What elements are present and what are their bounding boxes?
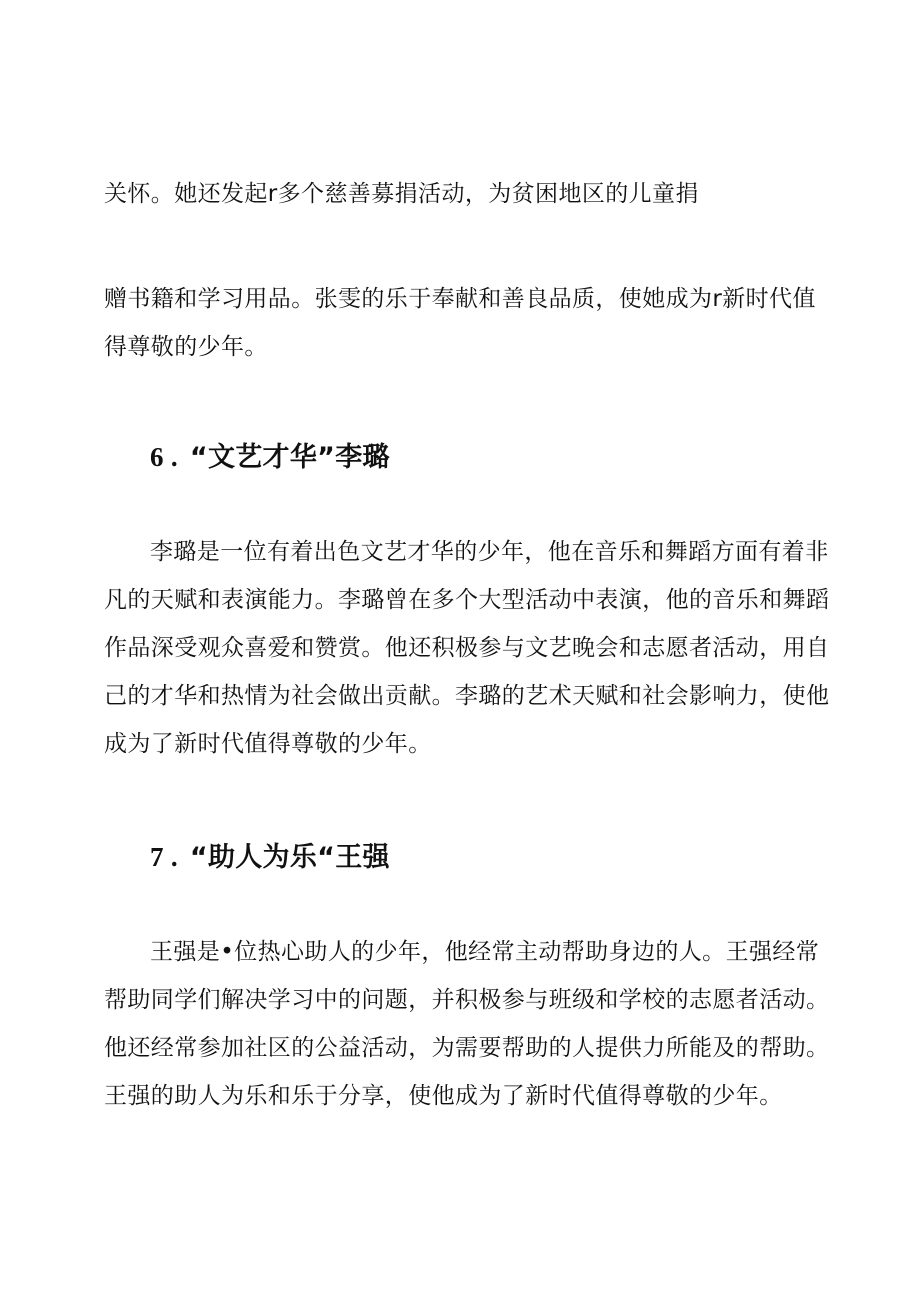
text-line: 成为了新时代值得尊敬的少年。 [104,731,432,757]
section-number: 6 . [150,442,178,472]
text-line: 王强是•位热心助人的少年，他经常主动帮助身边的人。王强经常 [150,939,820,965]
text-line: 王强的助人为乐和乐于分享，使他成为了新时代值得尊敬的少年。 [104,1083,783,1109]
text-line: 帮助同学们解决学习中的问题，并积极参与班级和学校的志愿者活动。 [104,987,830,1013]
text-line: 他还经常参加社区的公益活动，为需要帮助的人提供力所能及的帮助。 [104,1035,830,1061]
section-number: 7 . [150,842,178,872]
section-heading-7 [150,837,390,878]
section-heading-6 [150,437,390,478]
section-title: “助人为乐“王强 [189,842,390,873]
text-line: 己的才华和热情为社会做出贡献。李璐的艺术天赋和社会影响力，使他 [104,683,830,709]
text-line: 李璐是一位有着出色文艺才华的少年，他在音乐和舞蹈方面有着非 [150,539,829,565]
text-line: 得尊敬的少年。 [104,334,268,360]
text-line: 凡的天赋和表演能力。李璐曾在多个大型活动中表演，他的音乐和舞蹈 [104,587,830,613]
section-title: “文艺才华”李璐 [189,442,390,473]
text-line: 赠书籍和学习用品。张雯的乐于奉献和善良品质，使她成为r新时代值 [104,286,816,312]
text-line: 关怀。她还发起r多个慈善募捐活动，为贫困地区的儿童捐 [104,181,699,207]
text-line: 作品深受观众喜爱和赞赏。他还积极参与文艺晚会和志愿者活动，用自 [104,635,830,661]
